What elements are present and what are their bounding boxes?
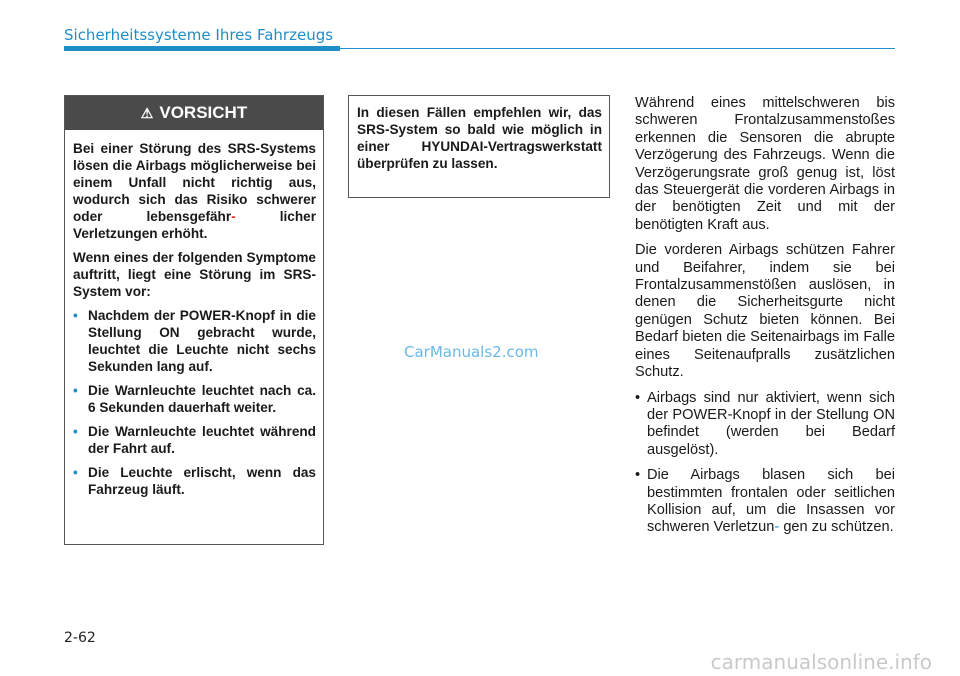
body-bullet-list <box>635 390 895 537</box>
caution-box <box>64 95 324 545</box>
caution-header <box>65 96 323 130</box>
body-paragraph-1: Während eines mittelschweren bis schweren Frontalzusammenstoßes erkennen die Sensoren die abrupte Verzögerung des Fahrzeugs. Wenn die Verzögerungsrate groß genug ist, löst das Steuergerät die vorderen Airbags in der benötigten Zeit und mit der benötigten Kraft aus. <box>635 95 895 233</box>
section-title: Sicherheitssysteme Ihres Fahrzeugs <box>64 26 334 44</box>
list-item-text: Nachdem der POWER-Knopf in die Stellung ON gebracht wurde, leuchtet die Leuchte nicht sechs Sekunden lang auf. <box>88 308 316 374</box>
page-number: 2-62 <box>64 630 96 646</box>
list-item-text: Die Airbags blasen sich bei bestimmten frontalen oder seitlichen Kollision auf, um die Insassen vor schweren Verletzun <box>647 467 895 536</box>
list-item-text: Die Leuchte erlischt, wenn das Fahrzeug läuft. <box>88 465 316 497</box>
list-item-text-tail: gen zu schützen. <box>783 519 894 536</box>
caution-intro-main: Bei einer Störung des SRS-Systems lösen die Airbags möglicherweise bei einem Unfall nicht richtig aus, wodurch sich das Risiko schwerer oder lebensgefähr <box>73 141 316 224</box>
body-text-column <box>635 95 895 545</box>
bullet-icon: • <box>73 465 78 480</box>
caution-symptom-list <box>73 307 316 498</box>
footer-watermark: carmanualsonline.info <box>710 650 932 674</box>
watermark-link[interactable]: CarManuals2.com <box>404 343 539 361</box>
caution-symptoms-intro: Wenn eines der folgenden Symptome auftritt, liegt eine Störung im SRS-System vor: <box>73 250 316 299</box>
bullet-icon: • <box>73 308 78 323</box>
header-accent-bar <box>64 46 340 51</box>
hyphen-mark: - <box>774 519 780 536</box>
list-item <box>73 464 316 498</box>
header-rule <box>340 48 895 49</box>
note-box <box>348 95 610 198</box>
list-item-text: Airbags sind nur aktiviert, wenn sich der POWER-Knopf in der Stellung ON befindet (werden bei Bedarf ausgelöst). <box>647 389 895 458</box>
caution-intro-tail: licher Verletzungen erhöht. <box>73 209 316 241</box>
caution-intro <box>73 140 316 242</box>
list-item <box>73 423 316 457</box>
body-paragraph-2: Die vorderen Airbags schützen Fahrer und Beifahrer, indem sie bei Frontalzusammenstößen auslösen, in denen die Sicherheitsgurte nicht genügen Schutz bieten können. Bei Bedarf bieten die Seitenairbags im Falle eines Seitenaufpralls zusätzlichen Schutz. <box>635 242 895 381</box>
list-item-text: Die Warnleuchte leuchtet nach ca. 6 Sekunden dauerhaft weiter. <box>88 383 316 415</box>
list-item-text: Die Warnleuchte leuchtet während der Fahrt auf. <box>88 424 316 456</box>
list-item <box>73 307 316 375</box>
list-item <box>73 382 316 416</box>
caution-intro-hyphen: - <box>231 209 236 224</box>
bullet-icon: • <box>73 383 78 398</box>
list-item <box>635 467 895 537</box>
caution-title: VORSICHT <box>159 103 248 122</box>
caution-body <box>65 130 323 498</box>
bullet-icon: • <box>73 424 78 439</box>
list-item <box>635 390 895 460</box>
bullet-icon: • <box>635 467 641 484</box>
note-text: In diesen Fällen empfehlen wir, das SRS-System so bald wie möglich in einer HYUNDAI-Vertragswerkstatt überprüfen zu lassen. <box>357 105 602 171</box>
warning-triangle-icon: ⚠ <box>140 104 154 121</box>
bullet-icon: • <box>635 389 641 406</box>
